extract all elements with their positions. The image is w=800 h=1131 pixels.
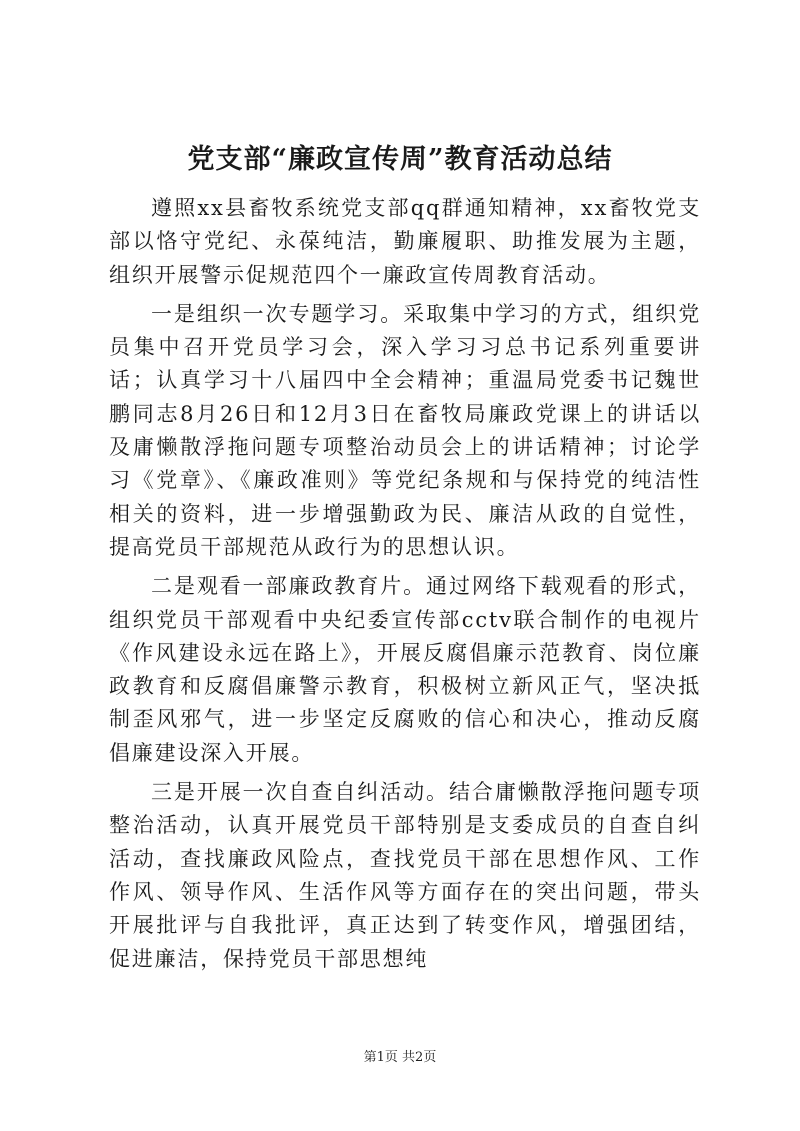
document-body — [109, 192, 701, 982]
paragraph-intro: 遵照xx县畜牧系统党支部qq群通知精神，xx畜牧党支部以恪守党纪、永葆纯洁，勤廉履职、助推发展为主题，组织开展警示促规范四个一廉政宣传周教育活动。 — [109, 196, 701, 287]
paragraph-film: 二是观看一部廉政教育片。通过网络下载观看的形式，组织党员干部观看中央纪委宣传部cctv联合制作的电视片《作风建设永远在路上》，开展反腐倡廉示范教育、岗位廉政教育和反腐倡廉警示教育，积极树立新风正气，坚决抵制歪风邪气，进一步坚定反腐败的信心和决心，推动反腐倡廉建设深入开展。 — [109, 574, 701, 765]
page-number-footer: 第1页 共2页 — [363, 1050, 437, 1065]
paragraph-study: 一是组织一次专题学习。采取集中学习的方式，组织党员集中召开党员学习会，深入学习习总书记系列重要讲话；认真学习十八届四中全会精神；重温局党委书记魏世鹏同志8月26日和12月3日在畜牧局廉政党课上的讲话以及庸懒散浮拖问题专项整治动员会上的讲话精神；讨论学习《党章》、《廉政准则》等党纪条规和与保持党的纯洁性相关的资料，进一步增强勤政为民、廉洁从政的自觉性，提高党员干部规范从政行为的思想认识。 — [109, 301, 701, 559]
document-title: 党支部“廉政宣传周”教育活动总结 — [187, 144, 613, 175]
paragraph-self-check: 三是开展一次自查自纠活动。结合庸懒散浮拖问题专项整治活动，认真开展党员干部特别是支委成员的自查自纠活动，查找廉政风险点，查找党员干部在思想作风、工作作风、领导作风、生活作风等方面存在的突出问题，带头开展批评与自我批评，真正达到了转变作风，增强团结，促进廉洁，保持党员干部思想纯 — [109, 780, 701, 971]
